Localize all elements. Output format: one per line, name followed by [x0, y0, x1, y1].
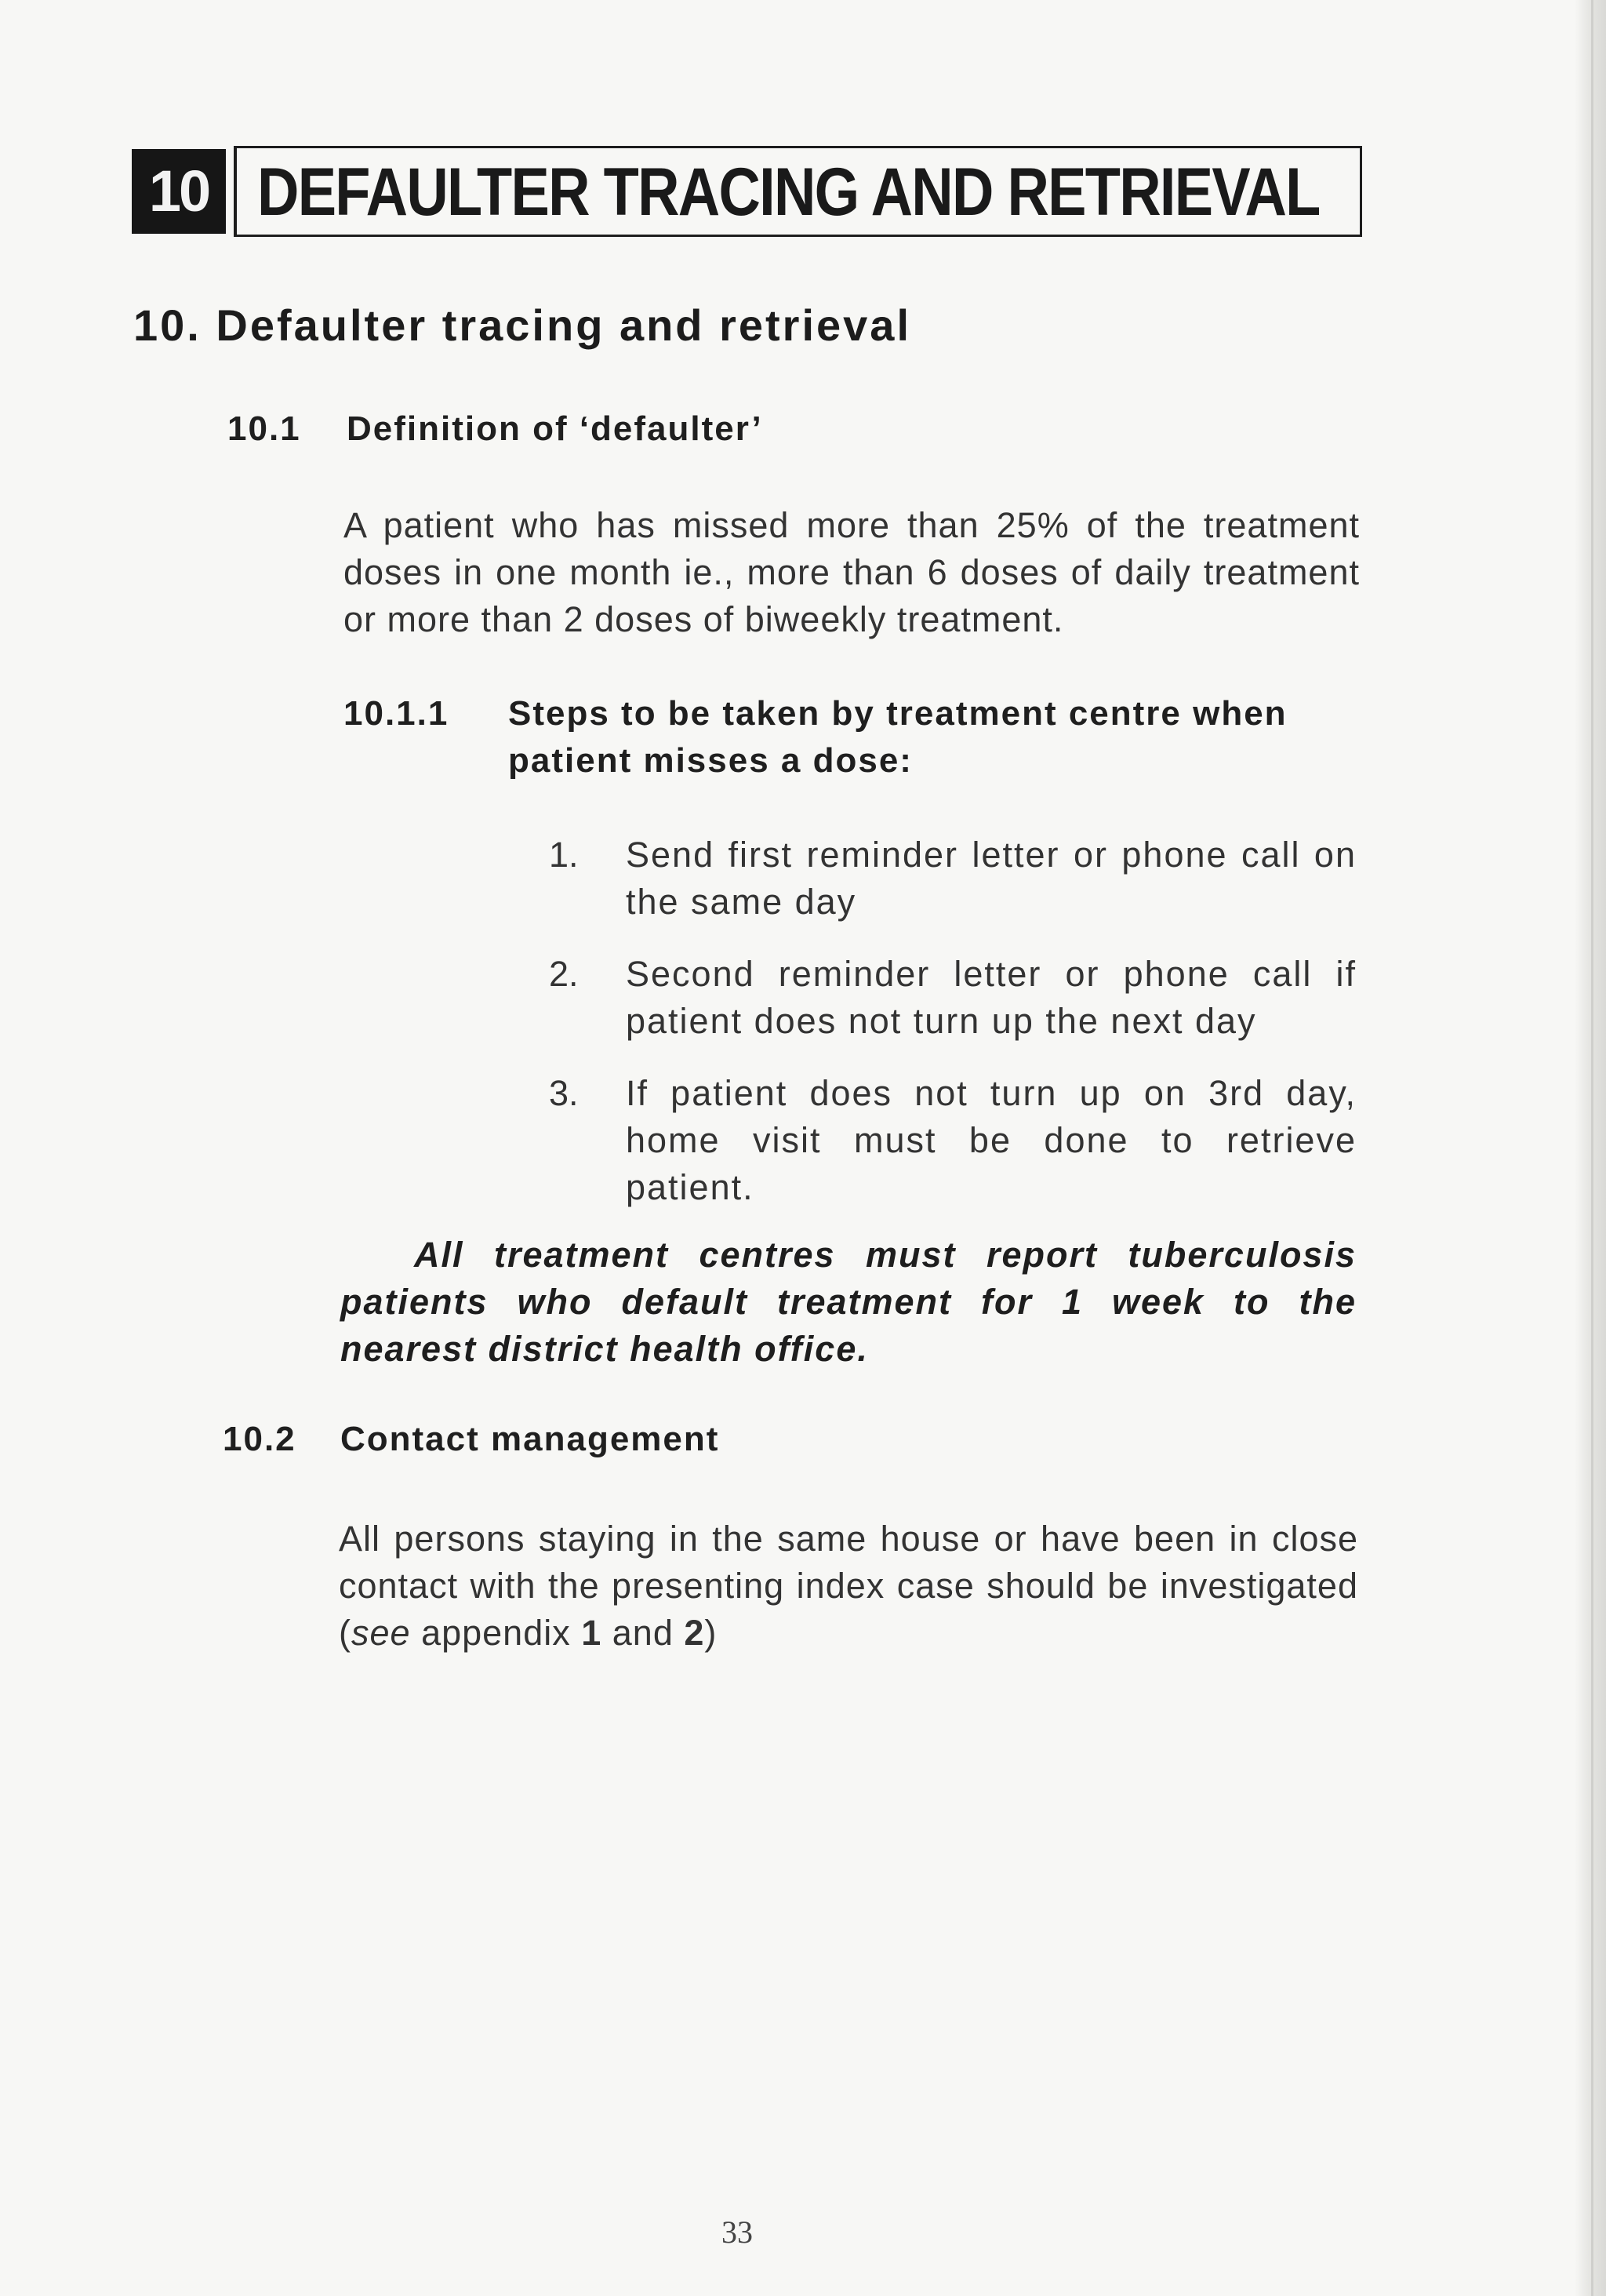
- close-paren: ): [704, 1613, 718, 1653]
- appendix-ref-1: 1: [581, 1613, 602, 1653]
- subsection-title: Contact management: [340, 1420, 720, 1458]
- subsection-title: Definition of ‘defaulter’: [347, 409, 763, 448]
- list-item: [549, 1070, 1357, 1211]
- step-number: 3.: [549, 1073, 579, 1113]
- chapter-banner: [132, 146, 1363, 235]
- step-number: 1.: [549, 835, 579, 875]
- chapter-title: DEFAULTER TRACING AND RETRIEVAL: [257, 155, 1320, 230]
- see-word: see: [351, 1613, 411, 1653]
- subsection-10-1-heading: [227, 409, 763, 449]
- and-word: and: [601, 1613, 685, 1653]
- page-edge-line: [1591, 0, 1593, 2296]
- section-heading: 10. Defaulter tracing and retrieval: [133, 300, 912, 350]
- appendix-word: appendix: [410, 1613, 582, 1653]
- list-item: [549, 831, 1357, 926]
- subsection-number: 10.1.1: [343, 694, 449, 733]
- page-edge: [1575, 0, 1606, 2296]
- step-text: Second reminder letter or phone call if patient does not turn up the next day: [626, 954, 1357, 1041]
- subsection-10-2-heading: [223, 1420, 719, 1459]
- reporting-note: All treatment centres must report tuberculosis patients who default treatment for 1 week to the nearest district health office.: [340, 1235, 1357, 1369]
- contact-management-text: [339, 1516, 1358, 1657]
- subsection-title: Steps to be taken by treatment centre when patient misses a dose:: [508, 694, 1288, 780]
- page-number: 33: [721, 2214, 753, 2250]
- subsection-number: 10.2: [223, 1420, 296, 1458]
- steps-list: [549, 831, 1357, 1236]
- list-item: [549, 951, 1357, 1045]
- step-text: Send first reminder letter or phone call on the same day: [626, 835, 1357, 922]
- step-text: If patient does not turn up on 3rd day, home visit must be done to retrieve patient.: [626, 1073, 1357, 1207]
- chapter-number: 10: [132, 149, 226, 234]
- contact-text-start: All persons staying in the same house or have been in close contact with the presenting index case should be investigated (: [339, 1519, 1358, 1653]
- appendix-ref-2: 2: [684, 1613, 705, 1653]
- defaulter-definition: A patient who has missed more than 25% of the treatment doses in one month ie., more than 6 doses of daily treatment or more than 2 doses of biweekly treatment.: [343, 505, 1360, 639]
- chapter-title-box: [234, 146, 1362, 237]
- subsection-number: 10.1: [227, 409, 301, 448]
- step-number: 2.: [549, 954, 579, 994]
